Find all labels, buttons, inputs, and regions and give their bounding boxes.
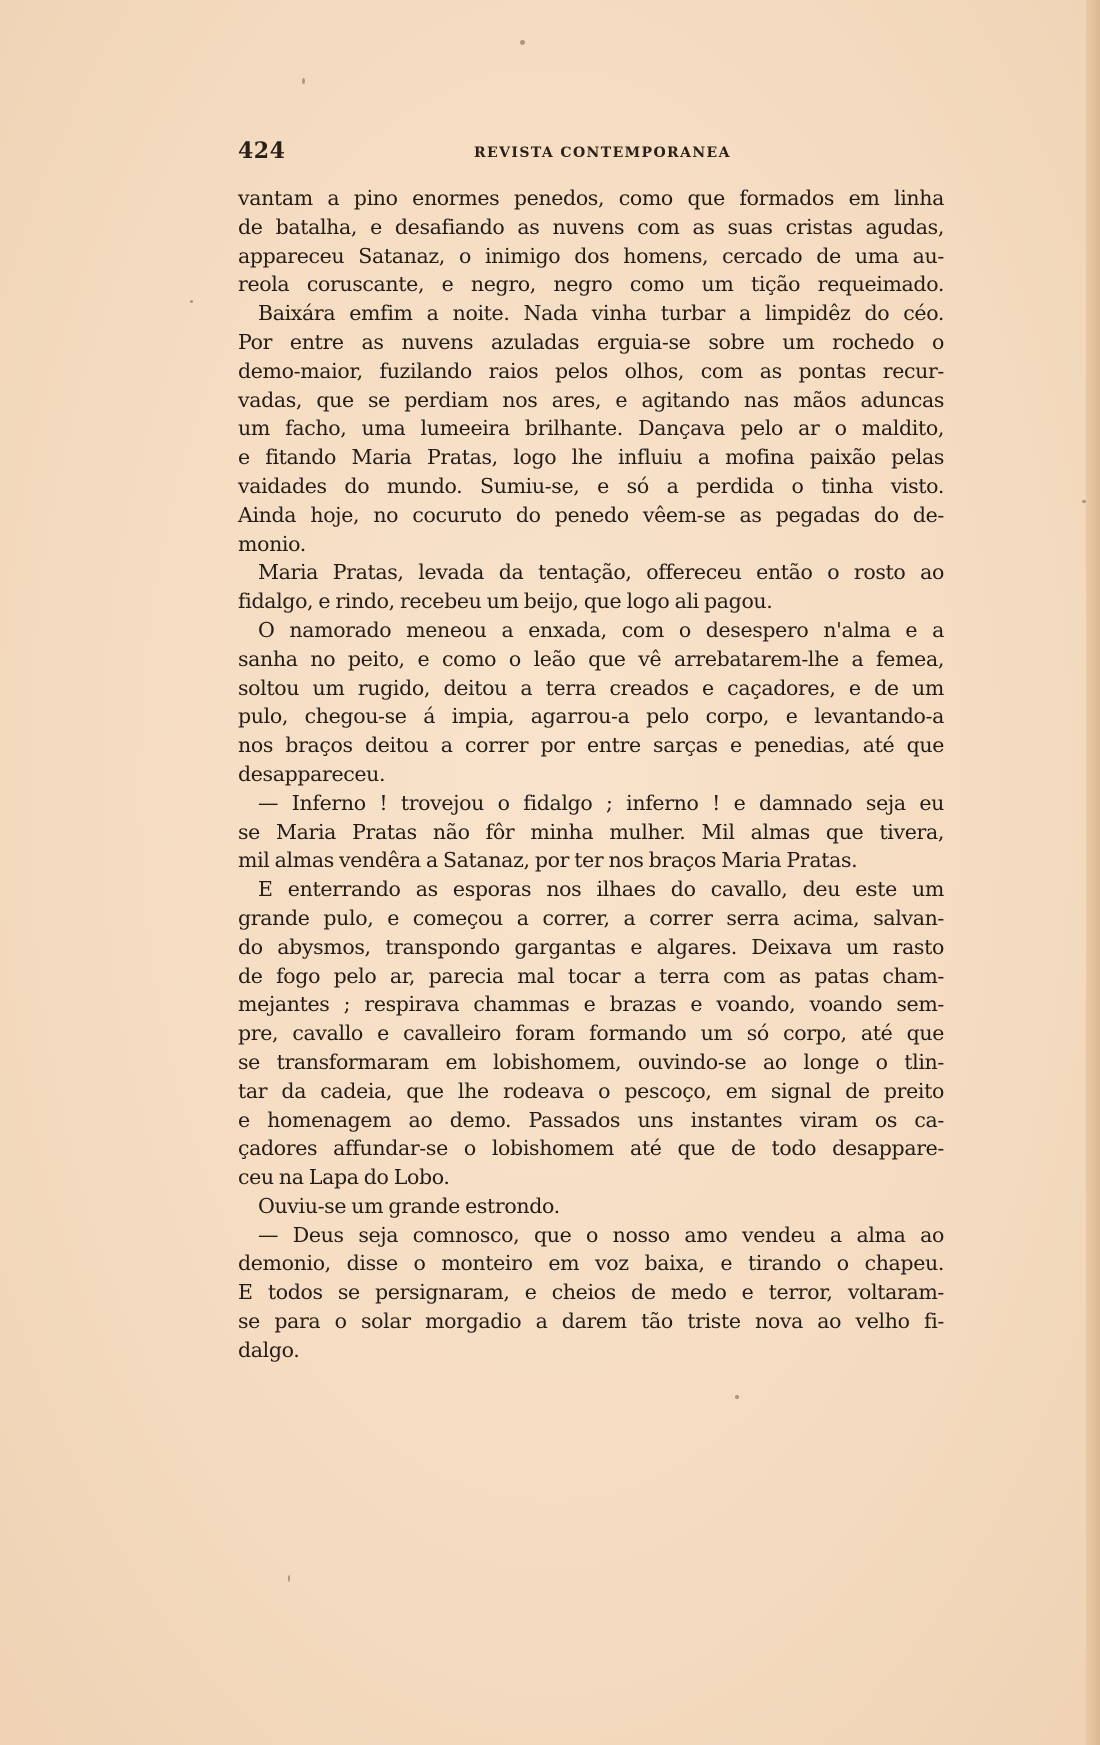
text-line: vadas, que se perdiam nos ares, e agitando nas mãos aduncas — [238, 387, 944, 412]
text-line: dalgo. — [238, 1337, 300, 1362]
page-header — [238, 138, 944, 168]
paper-speck — [288, 1575, 290, 1582]
text-line: grande pulo, e começou a correr, a correr serra acima, salvan- — [238, 905, 944, 930]
text-line: appareceu Satanaz, o inimigo dos homens, cercado de uma au- — [238, 243, 944, 268]
text-line: mil almas vendêra a Satanaz, por ter nos braços Maria Pratas. — [238, 848, 858, 873]
text-line: ceu na Lapa do Lobo. — [238, 1165, 450, 1190]
text-line: E enterrando as esporas nos ilhaes do cavallo, deu este um — [258, 877, 944, 902]
text-line: pulo, chegou-se á impia, agarrou-a pelo corpo, e levantando-a — [238, 704, 944, 729]
paper-speck — [520, 40, 525, 45]
text-line: Baixára emfim a noite. Nada vinha turbar a limpidêz do céo. — [258, 301, 944, 326]
text-line: monio. — [238, 531, 306, 556]
text-line: sanha no peito, e como o leão que vê arrebatarem-lhe a femea, — [238, 646, 944, 671]
text-line: se para o solar morgadio a darem tão triste nova ao velho fi- — [238, 1309, 944, 1334]
text-line: reola coruscante, e negro, negro como um tição requeimado. — [238, 272, 944, 297]
body-text — [238, 184, 944, 1365]
text-line: E todos se persignaram, e cheios de medo e terror, voltaram- — [238, 1280, 944, 1305]
running-title: REVISTA CONTEMPORANEA — [474, 145, 731, 161]
text-line: mejantes ; respirava chammas e brazas e voando, voando sem- — [238, 992, 944, 1017]
text-line: e homenagem ao demo. Passados uns instantes viram os ca- — [238, 1107, 944, 1132]
text-line: se Maria Pratas não fôr minha mulher. Mil almas que tivera, — [238, 819, 944, 844]
paper-speck — [735, 1395, 739, 1399]
page-number: 424 — [238, 138, 286, 164]
text-line: O namorado meneou a enxada, com o desespero n'alma e a — [258, 617, 944, 642]
text-line: Maria Pratas, levada da tentação, offereceu então o rosto ao — [258, 560, 944, 585]
text-line: çadores affundar-se o lobishomem até que de todo desappare- — [238, 1136, 944, 1161]
text-line: um facho, uma lumeeira brilhante. Dançava pelo ar o maldito, — [238, 416, 944, 441]
page-edge — [1086, 0, 1100, 1745]
text-line: Ouviu-se um grande estrondo. — [258, 1193, 560, 1218]
text-line: — Inferno ! trovejou o fidalgo ; inferno ! e damnado seja eu — [258, 790, 944, 815]
text-line: Ainda hoje, no cocuruto do penedo vêem-se as pegadas do de- — [238, 502, 944, 527]
text-line: tar da cadeia, que lhe rodeava o pescoço, em signal de preito — [238, 1078, 944, 1103]
text-line: de fogo pelo ar, parecia mal tocar a terra com as patas cham- — [238, 963, 944, 988]
text-line: fidalgo, e rindo, recebeu um beijo, que logo ali pagou. — [238, 589, 773, 614]
text-line: e fitando Maria Pratas, logo lhe influiu a mofina paixão pelas — [238, 445, 944, 470]
text-line: — Deus seja comnosco, que o nosso amo vendeu a alma ao — [258, 1222, 944, 1247]
text-line: vantam a pino enormes penedos, como que formados em linha — [238, 186, 944, 210]
text-line: demo-maior, fuzilando raios pelos olhos, com as pontas recur- — [238, 358, 944, 383]
paper-speck — [190, 300, 193, 303]
text-line: soltou um rugido, deitou a terra creados e caçadores, e de um — [238, 675, 944, 700]
paper-speck — [302, 78, 305, 84]
text-line: Por entre as nuvens azuladas erguia-se sobre um rochedo o — [238, 329, 944, 354]
text-line: pre, cavallo e cavalleiro foram formando um só corpo, até que — [238, 1021, 944, 1046]
text-line: nos braços deitou a correr por entre sarças e penedias, até que — [238, 733, 944, 758]
text-line: desappareceu. — [238, 761, 386, 786]
text-line: vaidades do mundo. Sumiu-se, e só a perdida o tinha visto. — [238, 473, 944, 498]
paper-speck — [1082, 500, 1086, 503]
text-line: demonio, disse o monteiro em voz baixa, e tirando o chapeu. — [238, 1251, 944, 1276]
text-line: se transformaram em lobishomem, ouvindo-se ao longe o tlin- — [238, 1049, 944, 1074]
text-line: de batalha, e desafiando as nuvens com as suas cristas agudas, — [238, 214, 944, 239]
text-line: do abysmos, transpondo gargantas e algares. Deixava um rasto — [238, 934, 944, 959]
